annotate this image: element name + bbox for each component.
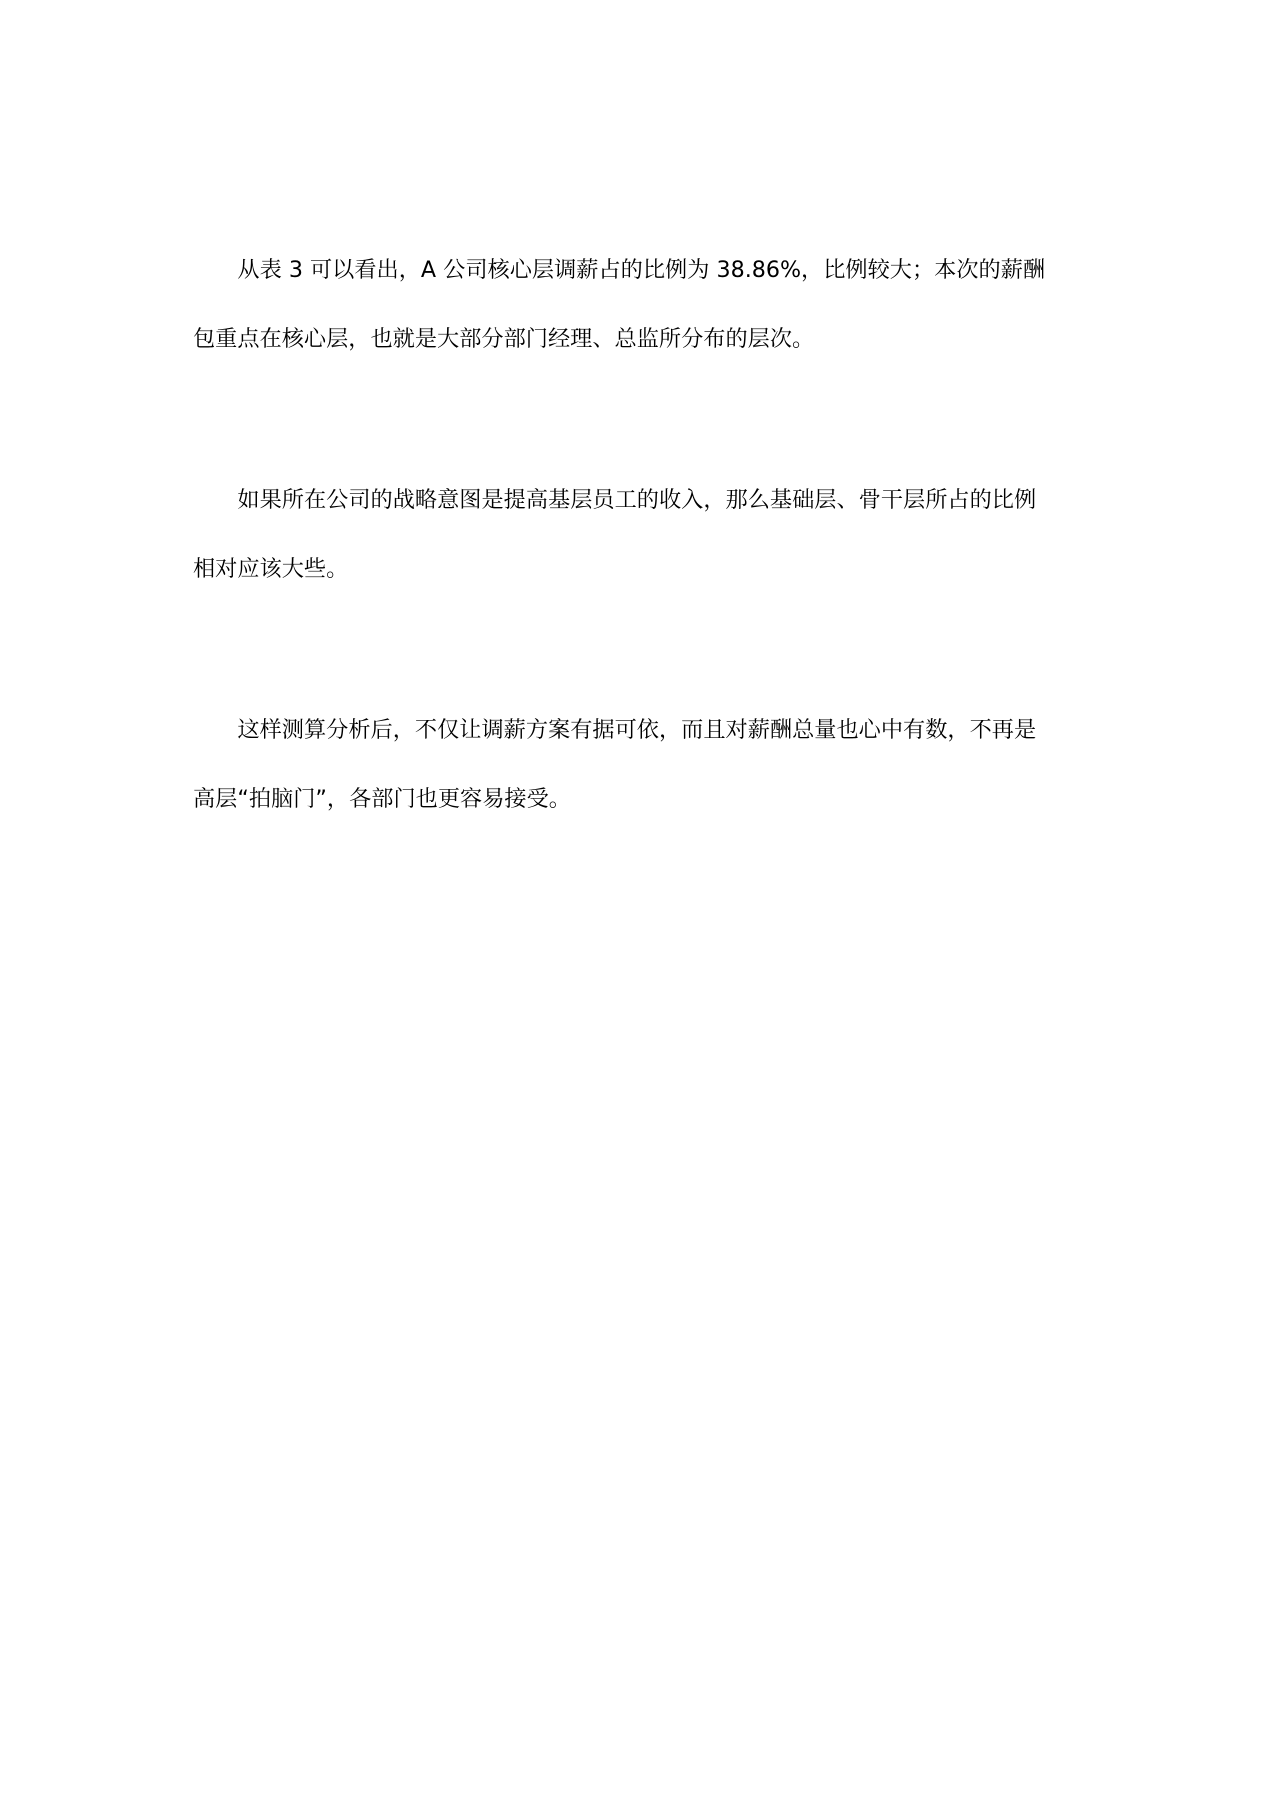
paragraph-3-line-2: 高层“拍脑门”，各部门也更容易接受。 xyxy=(193,786,571,812)
paragraph-1-line-2: 包重点在核心层，也就是大部分部门经理、总监所分布的层次。 xyxy=(193,326,815,352)
paragraph-1-line-1: 从表 3 可以看出，A 公司核心层调薪占的比例为 38.86%，比例较大；本次的薪酬 xyxy=(237,257,1046,283)
paragraph-2 xyxy=(193,466,1091,604)
paragraph-3 xyxy=(193,696,1091,834)
paragraph-3-line-1: 这样测算分析后，不仅让调薪方案有据可依，而且对薪酬总量也心中有数，不再是 xyxy=(237,717,1037,743)
paragraph-1 xyxy=(193,236,1091,374)
document-body xyxy=(193,236,1091,926)
paragraph-2-line-1: 如果所在公司的战略意图是提高基层员工的收入，那么基础层、骨干层所占的比例 xyxy=(237,487,1037,513)
paragraph-2-line-2: 相对应该大些。 xyxy=(193,556,349,582)
